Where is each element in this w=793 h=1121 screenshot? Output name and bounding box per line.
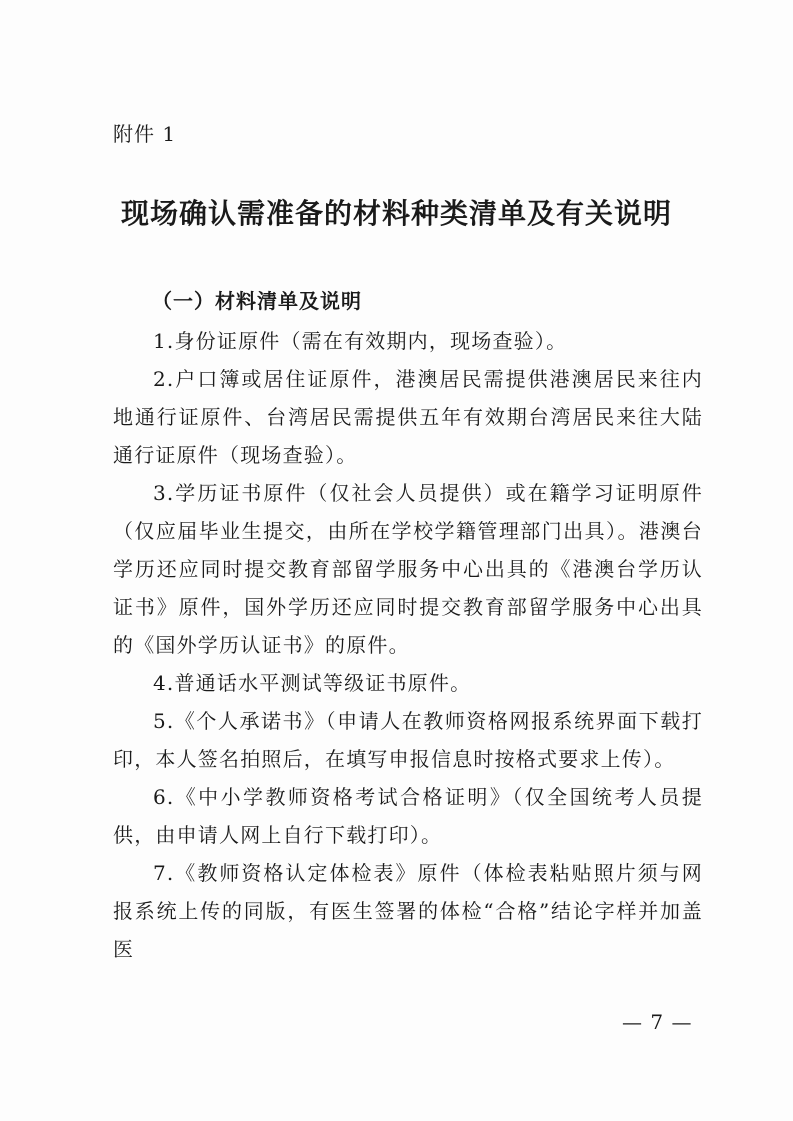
list-item: 5.《个人承诺书》（申请人在教师资格网报系统界面下载打印，本人签名拍照后，在填写申报信息时按格式要求上传）。: [113, 709, 703, 771]
attachment-label: 附件 1: [113, 122, 177, 146]
list-item: 4.普通话水平测试等级证书原件。: [153, 671, 472, 695]
page-number: — 7 —: [622, 1010, 693, 1034]
list-item: 7.《教师资格认定体检表》原件（体检表粘贴照片须与网报系统上传的同版，有医生签署的体检“合格”结论字样并加盖医: [113, 861, 703, 961]
document-title: 现场确认需准备的材料种类清单及有关说明: [120, 197, 672, 230]
list-item: 2.户口簿或居住证原件，港澳居民需提供港澳居民来往内地通行证原件、台湾居民需提供五年有效期台湾居民来往大陆通行证原件（现场查验）。: [113, 367, 703, 467]
list-item: 6.《中小学教师资格考试合格证明》（仅全国统考人员提供，由申请人网上自行下载打印）。: [113, 785, 703, 847]
section-heading: （一）材料清单及说明: [152, 289, 362, 313]
list-item: 3.学历证书原件（仅社会人员提供）或在籍学习证明原件（仅应届毕业生提交，由所在学校学籍管理部门出具）。港澳台学历还应同时提交教育部留学服务中心出具的《港澳台学历认证书》原件，国外学历还应同时提交教育部留学服务中心出具的《国外学历认证书》的原件。: [113, 481, 703, 657]
document-body: [113, 322, 703, 968]
list-item: 1.身份证原件（需在有效期内，现场查验）。: [153, 329, 568, 353]
